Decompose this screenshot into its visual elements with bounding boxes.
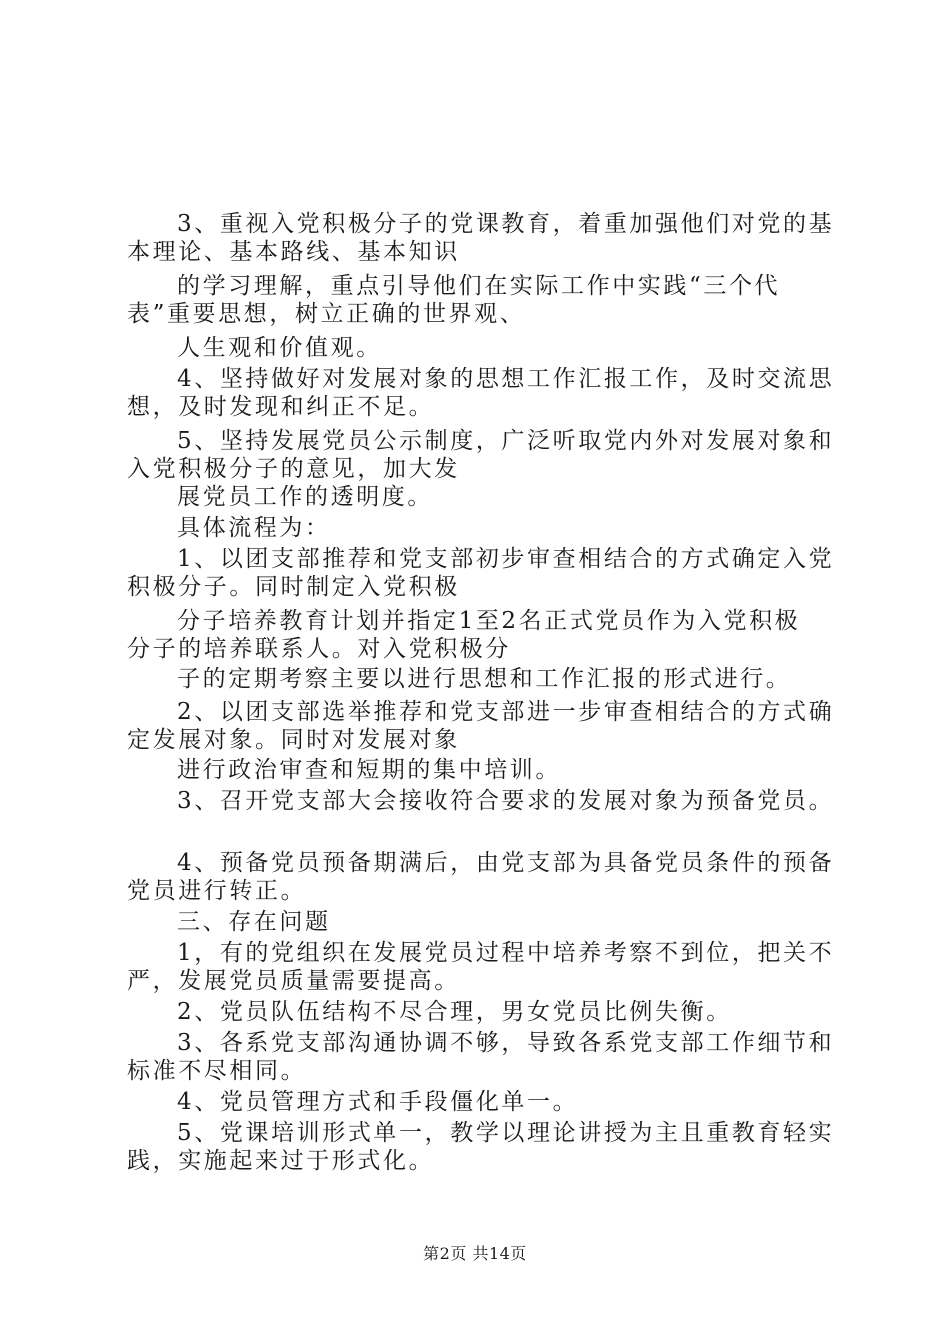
text-line: 1，有的党组织在发展党员过程中培养考察不到位，把关不 [177,940,835,966]
text-line: 3、各系党支部沟通协调不够，导致各系党支部工作细节和 [177,1030,835,1056]
text-line: 表”重要思想，树立正确的世界观、 [127,301,526,327]
text-line: 4、预备党员预备期满后，由党支部为具备党员条件的预备 [177,850,835,876]
text-line: 人生观和价值观。 [177,335,382,361]
text-line: 具体流程为： [177,515,331,541]
text-line: 进行政治审查和短期的集中培训。 [177,757,561,783]
text-line: 严，发展党员质量需要提高。 [127,968,460,994]
text-line: 入党积极分子的意见，加大发 [127,456,460,482]
text-line: 标准不尽相同。 [127,1058,307,1084]
text-line: 践，实施起来过于形式化。 [127,1148,435,1174]
text-line: 5、坚持发展党员公示制度，广泛听取党内外对发展对象和 [177,428,835,454]
text-line: 4、党员管理方式和手段僵化单一。 [177,1089,579,1115]
text-line: 分子培养教育计划并指定1至2名正式党员作为入党积极 [177,608,801,634]
text-line: 积极分子。同时制定入党积极 [127,574,460,600]
text-line: 5、党课培训形式单一，教学以理论讲授为主且重教育轻实 [177,1120,835,1146]
text-line: 2、以团支部选举推荐和党支部进一步审查相结合的方式确 [177,699,835,725]
text-line: 分子的培养联系人。对入党积极分 [127,636,511,662]
text-line: 的学习理解，重点引导他们在实际工作中实践“三个代 [177,273,781,299]
text-line: 想，及时发现和纠正不足。 [127,394,435,420]
text-line: 4、坚持做好对发展对象的思想工作汇报工作，及时交流思 [177,366,835,392]
page-number: 第2页 共14页 [423,1244,527,1263]
text-line: 子的定期考察主要以进行思想和工作汇报的形式进行。 [177,666,792,692]
text-line: 展党员工作的透明度。 [177,484,433,510]
text-line: 本理论、基本路线、基本知识 [127,239,460,265]
text-line: 2、党员队伍结构不尽合理，男女党员比例失衡。 [177,999,732,1025]
text-line: 1、以团支部推荐和党支部初步审查相结合的方式确定入党 [177,546,835,572]
text-line: 定发展对象。同时对发展对象 [127,727,460,753]
text-line: 3、召开党支部大会接收符合要求的发展对象为预备党员。 [177,788,835,814]
section-heading: 三、存在问题 [177,909,331,935]
text-line: 3、重视入党积极分子的党课教育，着重加强他们对党的基 [177,211,835,237]
text-line: 党员进行转正。 [127,878,307,904]
